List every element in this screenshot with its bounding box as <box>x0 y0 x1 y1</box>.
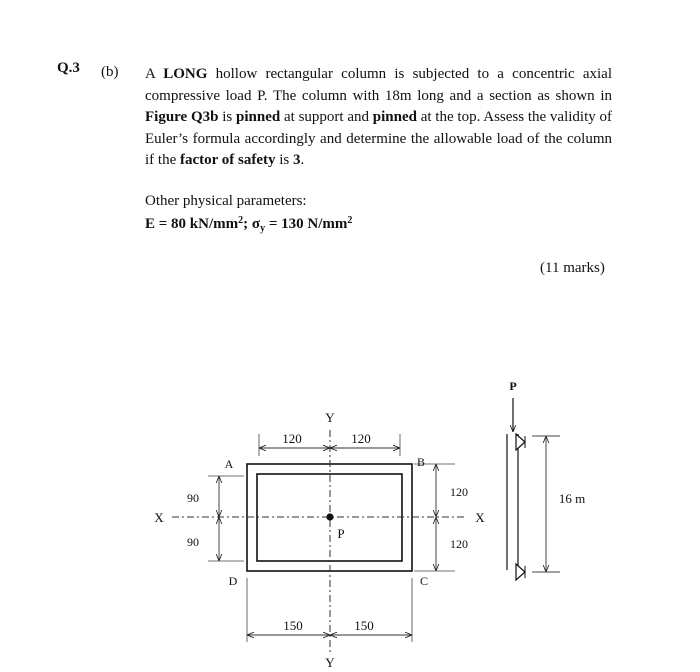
dim-left-top-label: 90 <box>187 491 199 505</box>
axis-x-left-label: X <box>154 510 164 525</box>
param-sigma-value: = 130 N/mm <box>265 216 348 232</box>
corner-c-label: C <box>419 574 429 588</box>
bottom-pin-support <box>516 564 525 580</box>
other-parameters-heading: Other physical parameters: <box>145 193 307 209</box>
dim-top-right-label: 120 <box>351 431 371 446</box>
marks-label: (11 marks) <box>540 260 605 276</box>
text-bold-pinned-top: pinned <box>372 109 417 126</box>
param-separator: ; <box>243 216 252 232</box>
text-segment: A <box>145 66 164 82</box>
text-segment: at support and <box>280 109 373 126</box>
text-bold-factor-of-safety: factor of safety <box>180 152 276 169</box>
corner-b-label: B <box>416 455 426 469</box>
question-number: Q.3 <box>57 60 80 76</box>
text-bold-figure-ref: Figure Q3b <box>145 109 219 126</box>
text-segment: is <box>218 109 237 126</box>
dim-bottom-left-label: 150 <box>283 618 303 633</box>
top-pin-support <box>516 434 525 450</box>
param-e-exponent: 2 <box>238 215 244 226</box>
dim-left-bottom-label: 90 <box>187 535 199 549</box>
text-bold-long: LONG <box>163 66 208 82</box>
param-sigma-symbol: σ <box>251 216 261 232</box>
param-sigma-subscript: y <box>260 223 266 234</box>
dim-right-bottom-label: 120 <box>450 537 468 551</box>
dim-top-left-label: 120 <box>282 431 302 446</box>
text-bold-fos-value: 3 <box>293 152 301 169</box>
column-length-label: 16 m <box>558 491 586 506</box>
dim-bottom-right-label: 150 <box>354 618 374 633</box>
section-load-label: P <box>337 526 345 541</box>
text-segment: hollow rectangular column is subjected to a concentric axial compressive load P. The column with 18m long and a section as shown in <box>145 66 612 104</box>
dim-right-top-label: 120 <box>450 485 468 499</box>
axis-y-top-label: Y <box>325 410 335 425</box>
corner-a-label: A <box>224 457 234 471</box>
elevation-load-label: P <box>509 379 517 393</box>
load-point <box>326 513 333 520</box>
text-segment: . <box>300 152 305 169</box>
axis-x-right-label: X <box>475 510 485 525</box>
corner-d-label: D <box>228 574 238 588</box>
text-bold-pinned-support: pinned <box>236 109 281 126</box>
question-part: (b) <box>101 64 119 80</box>
param-e: E = 80 kN/mm <box>145 216 239 232</box>
axis-y-bottom-label: Y <box>325 655 335 670</box>
column-elevation <box>507 379 585 580</box>
text-segment: at the top. Assess the validity of Euler’s formula accordingly and determine the allowable load of the column if the <box>145 109 613 169</box>
param-sigma-exponent: 2 <box>347 215 353 226</box>
text-segment: is <box>275 152 294 169</box>
cross-section <box>154 410 485 670</box>
